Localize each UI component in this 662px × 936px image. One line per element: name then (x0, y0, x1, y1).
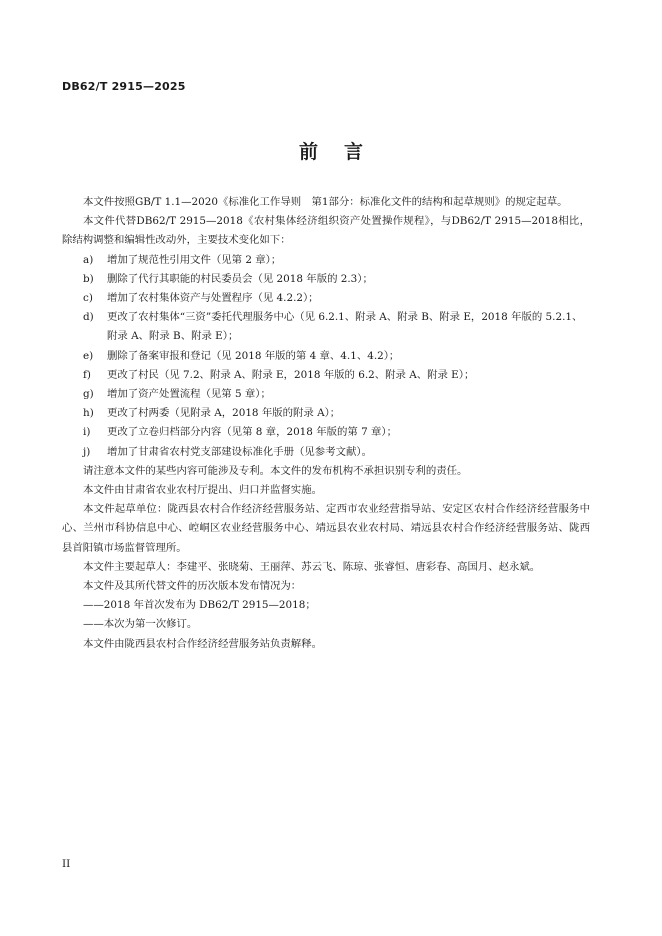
list-item-text: 增加了农村集体资产与处置程序（见 4.2.2）； (107, 292, 319, 305)
list-item (62, 423, 590, 442)
list-item-text: 增加了资产处置流程（见第 5 章）； (107, 388, 271, 401)
list-item-text: 删除了备案审报和登记（见 2018 年版的第 4 章、4.1、4.2）； (107, 349, 400, 362)
paragraph-replaces: 本文件代替DB62/T 2915—2018《农村集体经济组织资产处置操作规程》，与DB62/T 2915—2018相比，除结构调整和编辑性改动外，主要技术变化如下： (62, 215, 590, 247)
list-item (62, 443, 590, 462)
list-item (62, 308, 590, 346)
list-item-text: 删除了代行其职能的村民委员会（见 2018 年版的 2.3）； (107, 272, 373, 285)
list-marker: e) (83, 349, 94, 362)
history-item: ——本次为第一次修订。 (83, 618, 198, 631)
paragraph-drafters: 本文件主要起草人：李建平、张晓菊、王丽萍、苏云飞、陈琼、张睿恒、唐彩春、高国月、赵永斌。 (83, 560, 541, 573)
standard-id: DB62/T 2915—2025 (62, 80, 186, 93)
list-marker: b) (83, 272, 94, 285)
paragraph-interpretation: 本文件由陇西县农村合作经济经营服务站负责解释。 (83, 637, 322, 650)
list-item (62, 385, 590, 404)
changes-list (62, 251, 590, 462)
paragraph-drafting-rules: 本文件按照GB/T 1.1—2020《标准化工作导则 第1部分：标准化文件的结构和起草规则》的规定起草。 (83, 196, 568, 208)
list-marker: h) (83, 407, 94, 420)
paragraph-patent-notice: 请注意本文件的某些内容可能涉及专利。本文件的发布机构不承担识别专利的责任。 (83, 464, 468, 477)
list-item (62, 289, 590, 308)
page-number: II (62, 858, 71, 870)
list-marker: g) (83, 388, 94, 401)
list-marker: i) (83, 426, 91, 439)
list-item-text: 更改了村民（见 7.2、附录 A、附录 E，2018 年版的 6.2、附录 A、附录 E）； (107, 368, 475, 381)
list-marker: a) (83, 253, 94, 266)
list-item-text: 增加了规范性引用文件（见第 2 章）； (107, 253, 282, 266)
list-item-text: 更改了村两委（见附录 A，2018 年版的附录 A）； (107, 407, 341, 420)
list-item-text: 增加了甘肃省农村党支部建设标准化手册（见参考文献）。 (107, 445, 372, 458)
history-item: ——2018 年首次发布为 DB62/T 2915—2018； (83, 599, 316, 612)
list-item (62, 251, 590, 270)
paragraph-drafting-units: 本文件起草单位：陇西县农村合作经济经营服务站、定西市农业经营指导站、安定区农村合作经济经营服务中心、兰州市科协信息中心、崆峒区农业经营服务中心、靖远县农业农村局、靖远县农村合作经济经营服务站、陇西县首阳镇市场监督管理所。 (62, 503, 590, 554)
page-title: 前言 (298, 141, 389, 163)
list-item (62, 404, 590, 423)
paragraph-proposer: 本文件由甘肃省农业农村厅提出、归口并监督实施。 (83, 484, 322, 497)
list-marker: j) (83, 445, 91, 458)
list-marker: c) (83, 292, 93, 305)
list-item-text: 更改了立卷归档部分内容（见第 8 章，2018 年版的第 7 章）； (107, 426, 397, 439)
list-marker: f) (83, 368, 91, 381)
document-body (62, 193, 590, 654)
list-item (62, 366, 590, 385)
list-item (62, 270, 590, 289)
list-item-text: 更改了农村集体“三资”委托代理服务中心（见 6.2.1、附录 A、附录 B、附录 E，2018 年版的 5.2.1、附录 A、附录 B、附录 E）； (107, 311, 583, 343)
list-item (62, 347, 590, 366)
list-marker: d) (83, 311, 94, 324)
paragraph-history-intro: 本文件及其所代替文件的历次版本发布情况为： (83, 580, 302, 593)
